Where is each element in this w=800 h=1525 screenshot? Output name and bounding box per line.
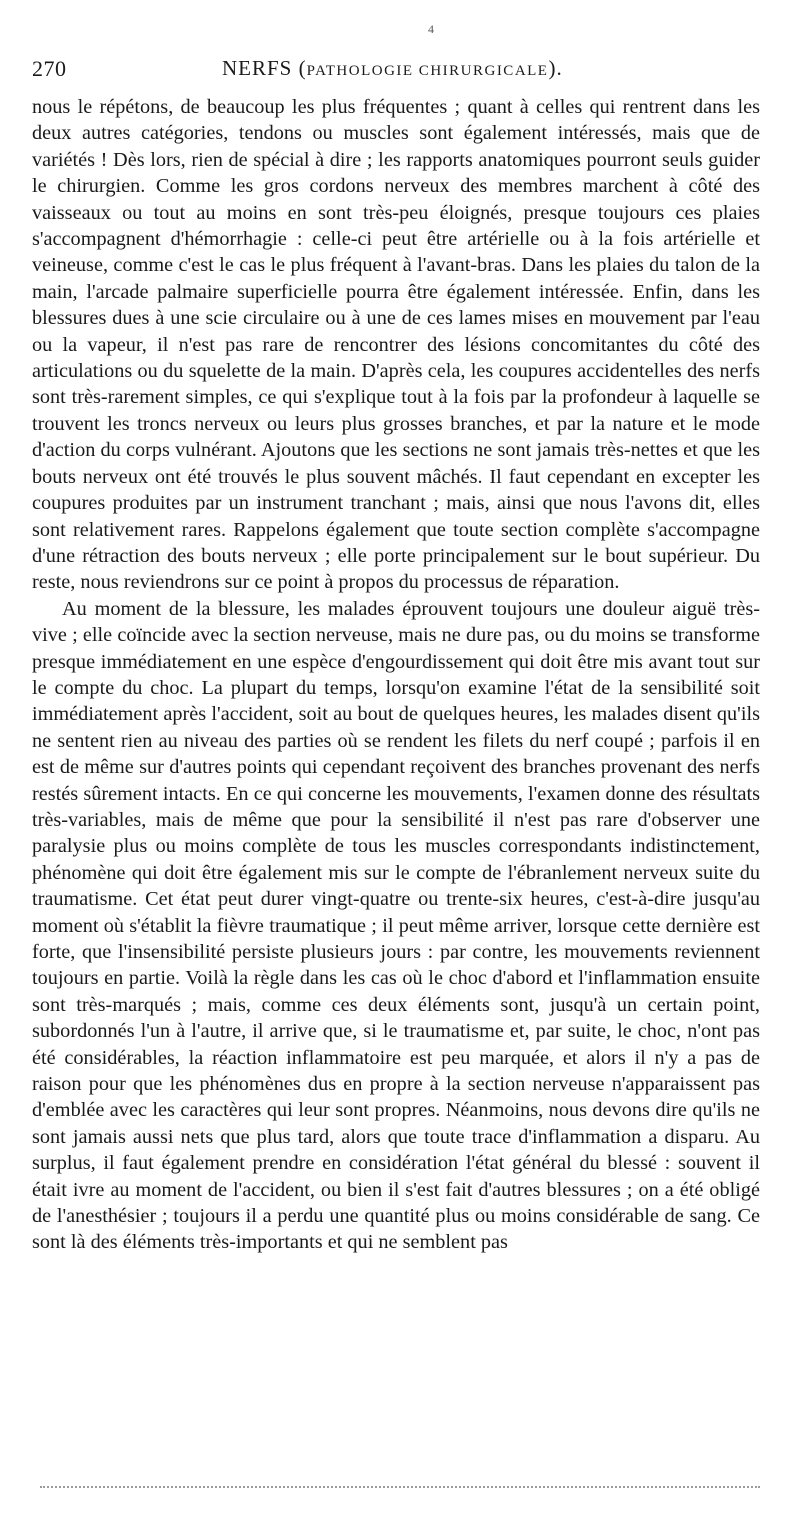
running-title-main: NERFS (	[222, 56, 307, 80]
body-text	[32, 94, 760, 1256]
running-title	[222, 56, 563, 81]
running-title-end: ).	[548, 56, 563, 80]
paragraph-2: Au moment de la blessure, les malades éprouvent toujours une douleur aiguë très-vive ; elle coïncide avec la section nerveuse, mais ne dure pas, ou du moins se transforme presque immédiatement en une espèce d'engourdissement qui doit être mis avant tout sur le compte du choc. La plupart du temps, lorsqu'on examine l'état de la sensibilité soit immédiatement après l'accident, soit au bout de quelques heures, les malades disent qu'ils ne sentent rien au niveau des parties où se rendent les filets du nerf coupé ; parfois il en est de même sur d'autres points qui cependant reçoivent des branches provenant des nerfs restés sûrement intacts. En ce qui concerne les mouvements, l'examen donne des résultats très-variables, mais de même que pour la sensibilité il n'est pas rare d'observer une paralysie plus ou moins complète de tous les muscles correspondants indistinctement, phénomène qui doit être également mis sur le compte de l'ébranlement nerveux suite du traumatisme. Cet état peut durer vingt-quatre ou trente-six heures, c'est-à-dire jusqu'au moment où s'établit la fièvre traumatique ; il peut même arriver, lorsque cette dernière est forte, que l'insensibilité persiste plusieurs jours : par contre, les mouvements reviennent toujours en partie. Voilà la règle dans les cas où le choc d'abord et l'inflammation ensuite sont très-marqués ; mais, comme ces deux éléments sont, jusqu'à un certain point, subordonnés l'un à l'autre, il arrive que, si le traumatisme et, par suite, le choc, n'ont pas été considérables, la réaction inflammatoire est peu marquée, et alors il n'y a pas de raison pour que les phénomènes dus en propre à la section nerveuse n'apparaissent pas d'emblée avec les caractères qui leur sont propres. Néanmoins, nous devons dire qu'ils ne sont jamais aussi nets que plus tard, alors que toute trace d'inflammation a disparu. Au surplus, il faut également prendre en considération l'état général du blessé : souvent il était ivre au moment de l'accident, ou bien il s'est fait d'autres blessures ; on a été obligé de l'anesthésier ; toujours il a perdu une quantité plus ou moins considérable de sang. Ce sont là des éléments très-importants et qui ne semblent pas	[32, 597, 760, 1254]
page-number: 270	[32, 56, 67, 81]
running-title-sub: PATHOLOGIE CHIRURGICALE	[306, 63, 549, 79]
paragraph-1: nous le répétons, de beaucoup les plus fréquentes ; quant à celles qui rentrent dans les deux autres catégories, tendons ou muscles sont également intéressés, mais que de variétés ! Dès lors, rien de spécial à dire ; les rapports anatomiques pourront seuls guider le chirurgien. Comme les gros cordons nerveux des membres marchent à côté des vaisseaux ou tout au moins en sont très-peu éloignés, presque toujours ces plaies s'accompagnent d'hémorrhagie : celle-ci peut être artérielle ou à la fois artérielle et veineuse, comme c'est le cas le plus fréquent à l'avant-bras. Dans les plaies du talon de la main, l'arcade palmaire superficielle pourra être également intéressée. Enfin, dans les blessures dues à une scie circulaire ou à une de ces lames mises en mouvement par l'eau ou la vapeur, il n'est pas rare de rencontrer des lésions concomitantes du côté des articulations ou du squelette de la main. D'après cela, les coupures accidentelles des nerfs sont très-rarement simples, ce qui s'explique tout à la fois par la profondeur à laquelle se trouvent les troncs nerveux ou leurs plus grosses branches, et par la nature et le mode d'action du corps vulnérant. Ajoutons que les sections ne sont jamais très-nettes et que les bouts nerveux ont été trouvés le plus souvent mâchés. Il faut cependant en excepter les coupures produites par un instrument tranchant ; mais, ainsi que nous l'avons dit, elles sont relativement rares. Rappelons également que toute section complète s'accompagne d'une rétraction des bouts nerveux ; elle porte principalement sur le bout supérieur. Du reste, nous reviendrons sur ce point à propos du processus de réparation.	[32, 96, 760, 594]
page-header	[32, 56, 760, 86]
top-mark: 4	[428, 22, 434, 36]
bottom-rule	[40, 1486, 760, 1488]
